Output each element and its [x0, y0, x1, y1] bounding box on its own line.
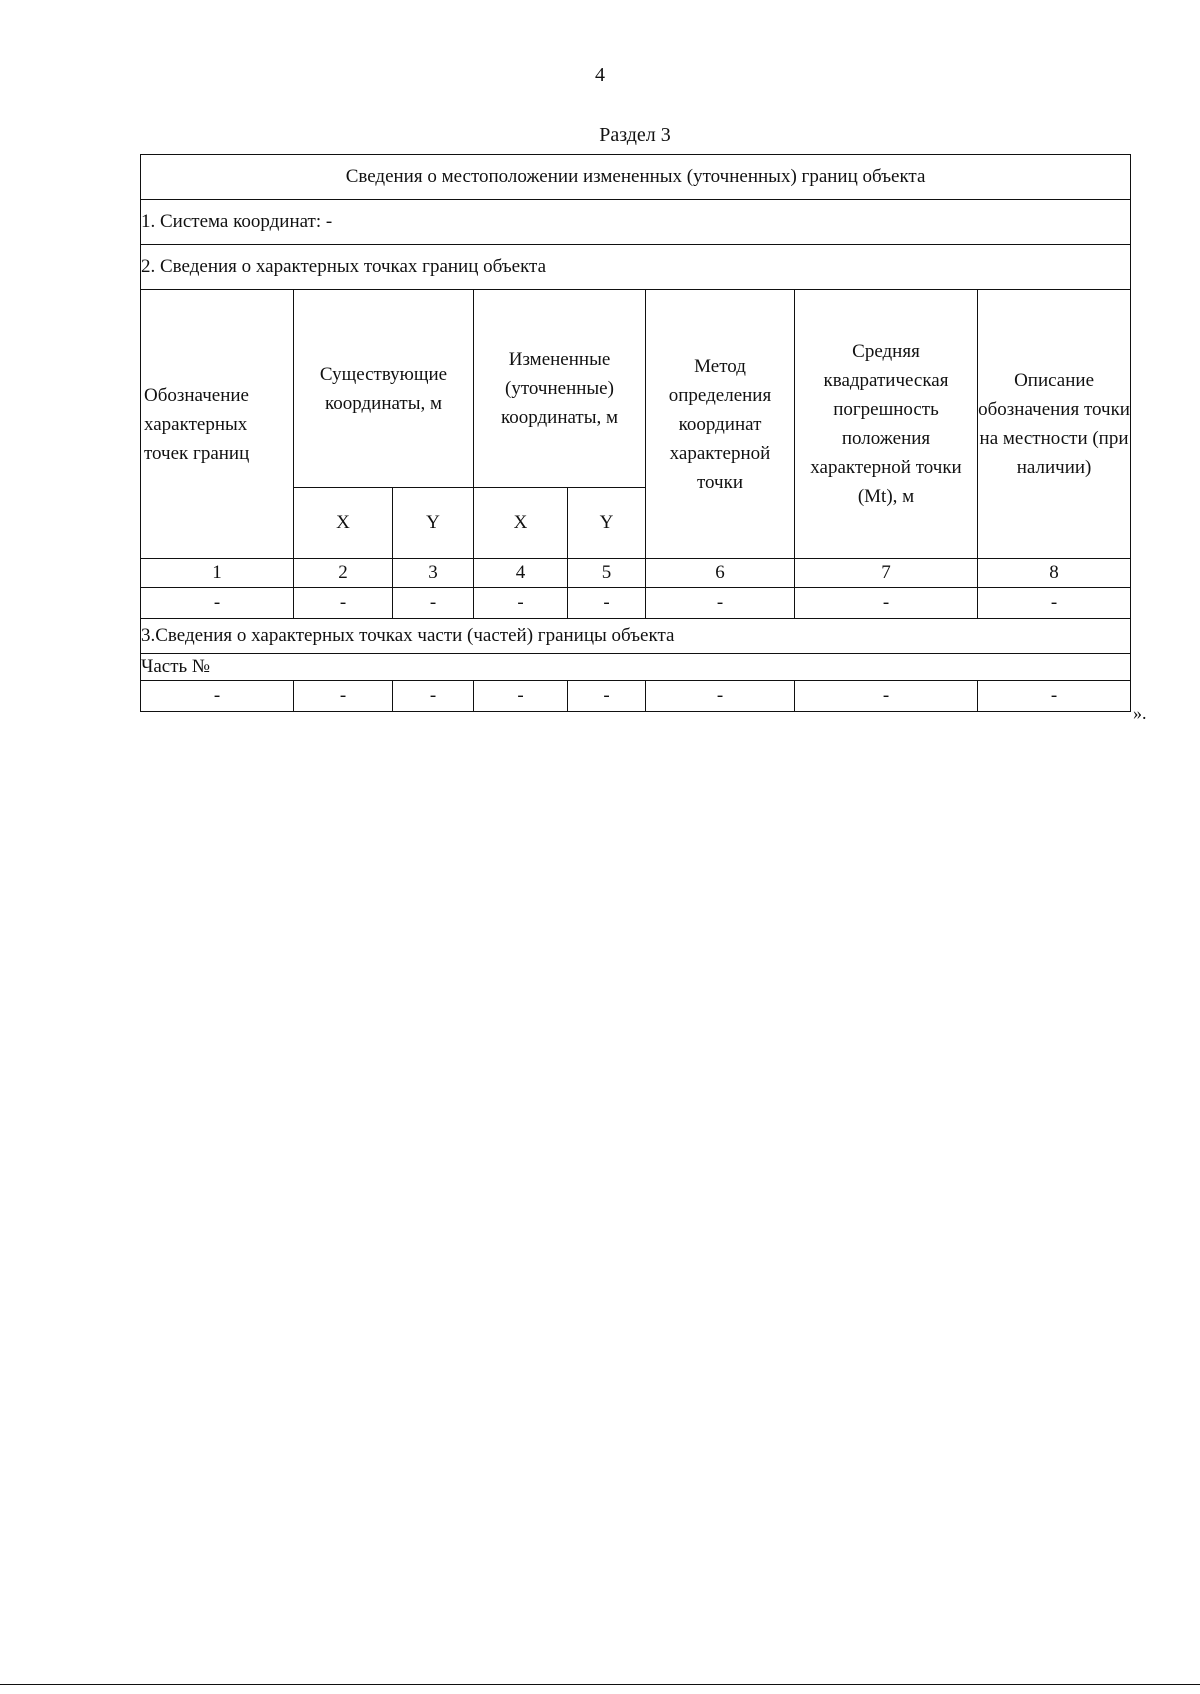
table-row [141, 681, 1131, 712]
bottom-divider [0, 1684, 1200, 1685]
table-cell: - [646, 681, 795, 712]
parts-heading: 3.Сведения о характерных точках части (частей) границы объекта [141, 619, 1131, 654]
column-number: 2 [294, 559, 393, 588]
column-number: 3 [393, 559, 474, 588]
column-numbers-row [141, 559, 1131, 588]
coordinate-system: 1. Система координат: - [141, 200, 1131, 245]
table-row [141, 588, 1131, 619]
closing-quote: ». [1133, 703, 1147, 723]
table-cell: - [795, 588, 978, 619]
table-cell: - [474, 681, 568, 712]
header-existing-y: Y [393, 488, 474, 559]
table-cell: - [795, 681, 978, 712]
column-number: 6 [646, 559, 795, 588]
table-cell: - [141, 588, 294, 619]
header-changed-x: X [474, 488, 568, 559]
header-changed-y: Y [568, 488, 646, 559]
header-existing-x: X [294, 488, 393, 559]
column-number: 8 [978, 559, 1131, 588]
header-changed-coords: Измененные (уточненные) координаты, м [474, 290, 646, 488]
table-cell: - [474, 588, 568, 619]
table-cell: - [568, 681, 646, 712]
column-number: 7 [795, 559, 978, 588]
column-number: 1 [141, 559, 294, 588]
header-description: Описание обозначения точки на местности (при наличии) [978, 290, 1131, 559]
table-cell: - [646, 588, 795, 619]
column-number: 4 [474, 559, 568, 588]
header-method: Метод определения координат характерной точки [646, 290, 795, 559]
table-cell: - [393, 588, 474, 619]
table-cell: - [568, 588, 646, 619]
table-cell: - [978, 681, 1131, 712]
table-cell: - [294, 588, 393, 619]
table-cell: - [393, 681, 474, 712]
header-mean-error: Средняя квадратическая погрешность положения характерной точки (Mt), м [795, 290, 978, 559]
part-number-label: Часть № [141, 654, 1131, 681]
table-cell: - [294, 681, 393, 712]
page-number: 4 [595, 64, 605, 86]
column-number: 5 [568, 559, 646, 588]
section-title: Раздел 3 [599, 124, 671, 146]
table-title: Сведения о местоположении измененных (уточненных) границ объекта [141, 155, 1131, 200]
table-cell: - [141, 681, 294, 712]
boundary-table [140, 154, 1131, 712]
header-existing-coords: Существующие координаты, м [294, 290, 474, 488]
points-heading: 2. Сведения о характерных точках границ объекта [141, 245, 1131, 290]
table-cell: - [978, 588, 1131, 619]
header-designation: Обозначение характерных точек границ [141, 290, 294, 559]
